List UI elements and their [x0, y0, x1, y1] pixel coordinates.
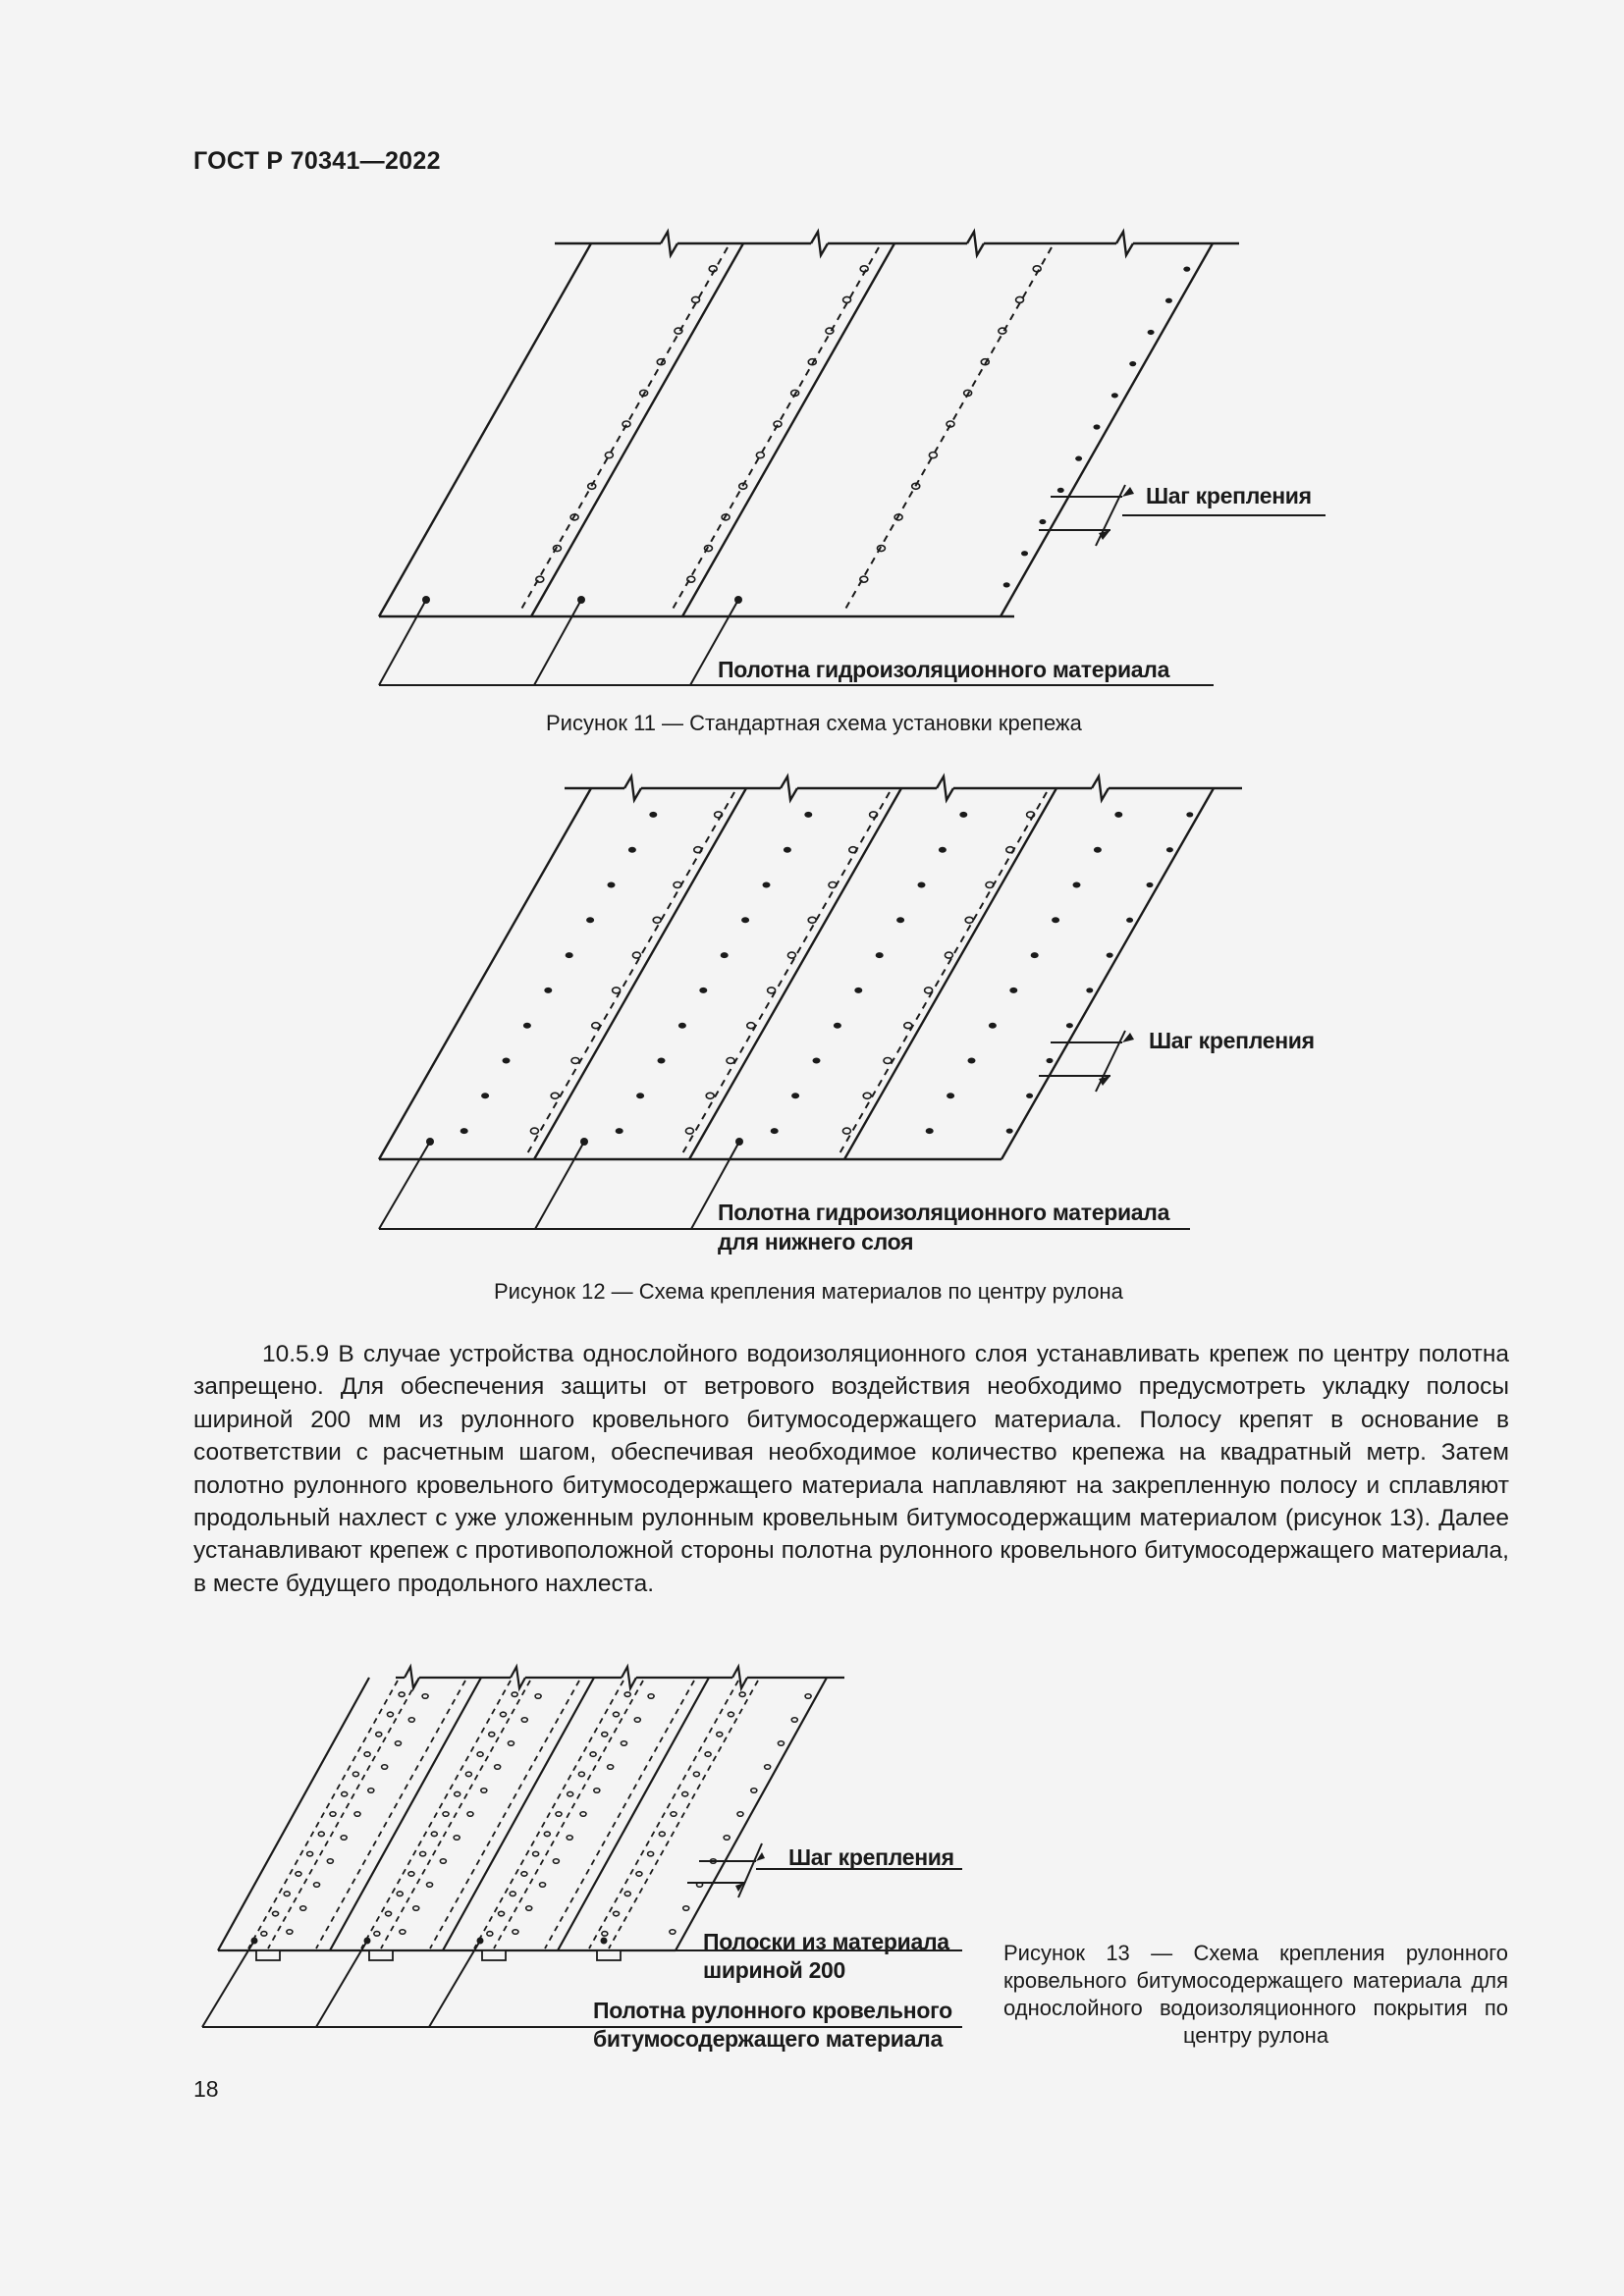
fastener-mark [671, 1812, 677, 1817]
fastener-mark [352, 1772, 358, 1777]
fastener-mark [341, 1836, 347, 1841]
fastener-mark [621, 1741, 626, 1746]
fastener-mark [354, 1812, 360, 1817]
fastener-mark [624, 1892, 630, 1896]
fastener-mark [602, 1932, 608, 1937]
paragraph-10-5-9: 10.5.9 В случае устройства однослойного водоизоляционного слоя устанавливать крепеж по центру полотна запрещено. Для обеспечения защиты от ветрового воздействия необходимо предусмотреть укладку полосы шириной 200 мм из рулонного кровельного битумосодержащего материала. Полосу крепят в основание в соответствии с расчетным шагом, обеспечивая необходимое количество крепежа на квадратный метр. Затем полотно рулонного кровельного битумосодержащего материала наплавляют на закрепленную полосу и сплавляют продольный нахлест с уже уложенным рулонным кровельным битумосодержащим материалом (рисунок 13). Далее устанавливают крепеж с противоположной стороны полотна рулонного кровельного битумосодержащего материала, в месте будущего продольного нахлеста. [193, 1341, 1509, 1597]
fastener-mark [594, 1789, 600, 1793]
fastener-mark [544, 1832, 550, 1837]
fastener-mark [499, 1911, 505, 1916]
fastener-mark [443, 1812, 449, 1817]
fastener-mark [395, 1741, 401, 1746]
fastener-mark [705, 1752, 711, 1757]
fastener-mark [648, 1851, 654, 1856]
fastener-mark [368, 1789, 374, 1793]
fastener-mark [382, 1765, 388, 1770]
fastener-mark [614, 1911, 620, 1916]
fastener-mark [330, 1812, 336, 1817]
fastener-mark [526, 1906, 532, 1911]
fastener-mark [510, 1892, 515, 1896]
fastener-mark [512, 1692, 517, 1697]
fastener-mark [495, 1765, 501, 1770]
fastener-mark [318, 1832, 324, 1837]
fastener-mark [567, 1836, 572, 1841]
fastener-mark [296, 1872, 301, 1877]
fastener-mark [683, 1906, 689, 1911]
figure-11-caption: Рисунок 11 — Стандартная схема установки крепежа [546, 711, 1082, 735]
fastener-mark [508, 1741, 514, 1746]
fastener-mark [670, 1930, 676, 1935]
fastener-mark [440, 1859, 446, 1864]
fastener-mark [624, 1692, 630, 1697]
figure-13-sheets-label-line1: Полотна рулонного кровельного [593, 1998, 952, 2023]
fastener-mark [765, 1765, 771, 1770]
fastener-mark [553, 1859, 559, 1864]
figure-11-sheets-label: Полотна гидроизоляционного материала [718, 657, 1170, 682]
fastener-mark [489, 1733, 495, 1737]
figure-12-sheets-label-line1: Полотна гидроизоляционного материала [718, 1200, 1170, 1225]
fastener-mark [374, 1932, 380, 1937]
fastener-mark [364, 1752, 370, 1757]
fastener-mark [413, 1906, 419, 1911]
fastener-mark [261, 1932, 267, 1937]
fastener-mark [422, 1694, 428, 1699]
figure-13-sheets-label-line2: битумосодержащего материала [593, 2026, 943, 2052]
fastener-mark [737, 1812, 743, 1817]
fastener-mark [724, 1836, 730, 1841]
fastener-mark [805, 1694, 811, 1699]
fastener-mark [287, 1930, 293, 1935]
fastener-mark [602, 1733, 608, 1737]
fastener-mark [513, 1930, 518, 1935]
fastener-mark [578, 1772, 584, 1777]
fastener-mark [791, 1718, 797, 1723]
fastener-mark [590, 1752, 596, 1757]
fastener-mark [408, 1872, 414, 1877]
fastener-mark [717, 1733, 723, 1737]
fastener-mark [659, 1832, 665, 1837]
page-number: 18 [193, 2076, 219, 2102]
figure-11-pitch-label: Шаг крепления [1146, 483, 1312, 508]
fastener-mark [481, 1789, 487, 1793]
figure-13-caption: Рисунок 13 — Схема крепления рулонного кровельного битумосодержащего материала для однослойного водоизоляционного покрытия по центру рулона [1003, 1941, 1508, 2048]
figure-13-pitch-label: Шаг крепления [788, 1844, 954, 1870]
fastener-mark [427, 1883, 433, 1888]
fastener-mark [455, 1791, 460, 1796]
fastener-mark [397, 1892, 403, 1896]
fastener-mark [477, 1938, 484, 1945]
fastener-mark [467, 1812, 473, 1817]
fastener-mark [636, 1872, 642, 1877]
fastener-mark [521, 1718, 527, 1723]
figure-13-strips-label-line1: Полоски из материала [703, 1929, 949, 1954]
fastener-mark [420, 1851, 426, 1856]
fastener-mark [284, 1892, 290, 1896]
fastener-mark [400, 1930, 406, 1935]
fastener-mark [739, 1692, 745, 1697]
fastener-mark [697, 1883, 703, 1888]
fastener-mark [465, 1772, 471, 1777]
fastener-mark [273, 1911, 279, 1916]
fastener-mark [535, 1694, 541, 1699]
fastener-mark [251, 1938, 258, 1945]
fastener-mark [487, 1932, 493, 1937]
fastener-mark [601, 1938, 608, 1945]
fastener-mark [327, 1859, 333, 1864]
fastener-mark [408, 1718, 414, 1723]
fastener-mark [608, 1765, 614, 1770]
fastener-mark [500, 1712, 506, 1717]
fastener-mark [364, 1938, 371, 1945]
fastener-mark [300, 1906, 306, 1911]
fastener-mark [751, 1789, 757, 1793]
fastener-mark [634, 1718, 640, 1723]
fastener-mark [728, 1712, 733, 1717]
fastener-mark [568, 1791, 573, 1796]
fastener-mark [533, 1851, 539, 1856]
fastener-mark [477, 1752, 483, 1757]
fastener-mark [387, 1712, 393, 1717]
fastener-mark [540, 1883, 546, 1888]
fastener-mark [613, 1712, 619, 1717]
figure-12-pitch-label: Шаг крепления [1149, 1028, 1315, 1053]
fastener-mark [778, 1741, 784, 1746]
fastener-mark [399, 1692, 405, 1697]
fastener-mark [454, 1836, 460, 1841]
fastener-mark [307, 1851, 313, 1856]
document-header: ГОСТ Р 70341—2022 [193, 147, 441, 175]
fastener-mark [314, 1883, 320, 1888]
fastener-mark [693, 1772, 699, 1777]
fastener-mark [556, 1812, 562, 1817]
fastener-mark [580, 1812, 586, 1817]
fastener-mark [386, 1911, 392, 1916]
fastener-mark [521, 1872, 527, 1877]
fastener-mark [342, 1791, 348, 1796]
fastener-mark [431, 1832, 437, 1837]
fastener-mark [648, 1694, 654, 1699]
fastener-mark [682, 1791, 688, 1796]
figure-12-sheets-label-line2: для нижнего слоя [718, 1229, 914, 1255]
figure-12-caption: Рисунок 12 — Схема крепления материалов по центру рулона [494, 1279, 1123, 1304]
figure-13-strips-label-line2: шириной 200 [703, 1957, 846, 1983]
fastener-mark [376, 1733, 382, 1737]
